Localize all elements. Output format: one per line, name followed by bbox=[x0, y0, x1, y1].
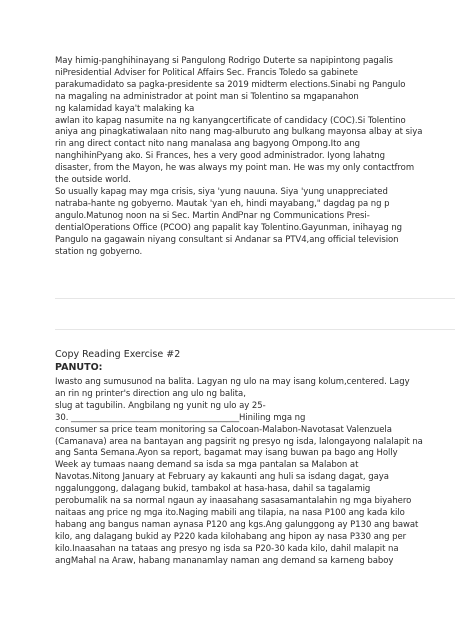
text-line: na magaling na administrador at point man si Tolentino sa mgapanahon bbox=[55, 91, 359, 102]
text-line: slug at tagubilin. Angbilang ng yunit ng ulo ay 25- bbox=[55, 400, 266, 411]
text-line: rin ang direct contact nito nang manalasa ang bagyong Ompong.Ito ang bbox=[55, 139, 361, 150]
text-line: ng kalamidad kaya't malaking ka bbox=[55, 103, 195, 114]
text-line: ang Santa Semana.Ayon sa report, bagamat may isang buwan pa bago ang Holly bbox=[55, 448, 398, 459]
text-line: aniya ang pinagkatiwalaan nito nang mag-alburuto ang bulkang mayonsa albay at siya bbox=[55, 127, 423, 138]
text-line: angulo.Matunog noon na si Sec. Martin AndᏢnar ng Communications Presi- bbox=[55, 210, 370, 221]
text-line: perobumalik na sa normal ngaun ay inaasahang sasasamantalahin ng mga biyahero bbox=[55, 496, 412, 507]
text-line: kilo.Inaasahan na tataas ang presyo ng isda sa P20-30 kada kilo, dahil malapit na bbox=[55, 543, 399, 554]
text-line: the outside world. bbox=[55, 175, 131, 186]
text-line: Week ay tumaas naang demand sa isda sa mga pantalan sa Malabon at bbox=[55, 460, 359, 471]
text-line: niPresidential Adviser for Political Affairs Sec. Francis Toledo sa gabinete bbox=[55, 67, 358, 78]
exercise-body bbox=[55, 377, 455, 568]
text-line: dentialOperations Office (PCOO) ang papalit kay Tolentino.Gayunman, inihayag ng bbox=[55, 222, 403, 233]
text-line: habang ang bangus naman aynasa P120 ang kgs.Ang galunggong ay P130 ang bawat bbox=[55, 519, 419, 530]
text-line: angMahal na Araw, habang mananamlay naman ang demand sa karneng baboy bbox=[55, 555, 394, 566]
text-line: parakumadidato sa pagka-presidente sa 2019 midterm elections.Sinabi ng Pangulo bbox=[55, 79, 406, 90]
text-line: station ng gobyerno. bbox=[55, 246, 143, 257]
text-line: (Camanava) area na bantayan ang pagsirit ng presyo ng isda, lalongayong nalalapit na bbox=[55, 436, 423, 447]
text-line: Navotas.Nitong January at February ay kakaunti ang huli sa isdang dagat, gaya bbox=[55, 472, 389, 483]
instructions-label: PANUTO: bbox=[55, 362, 103, 373]
exercise-heading: Copy Reading Exercise #2 bbox=[55, 349, 181, 360]
text-line: nanghihinᏢyang ako. Si Frances, hes a very good administrador. Iyong lahatng bbox=[55, 151, 385, 162]
section-divider bbox=[55, 298, 455, 299]
text-line: May himig-panghihinayang si Pangulong Rodrigo Duterte sa napipintong pagalis bbox=[55, 56, 393, 66]
text-line: Pangulo na gagawain niyang consultant si Andanar sa PTV4,ang official television bbox=[55, 234, 399, 245]
text-line: nggalunggong, dalagang bukid, tambakol at hasa-hasa, dahil sa tagalamig bbox=[55, 484, 371, 495]
text-line: awlan ito kapag nasumite na ng kanyangcertificate of candidacy (COC).Si Tolentino bbox=[55, 115, 406, 126]
section-divider bbox=[55, 329, 455, 330]
text-line: kilo, ang dalagang bukid ay P220 kada kilohabang ang hipon ay nasa P330 ang per bbox=[55, 531, 407, 542]
text-line: natraba-hante ng gobyerno. Mautak 'yan eh, hindi mayabang," dagdag pa ng p bbox=[55, 198, 390, 209]
text-line: disaster, from the Mayon, he was always my point man. He was my only contactfrom bbox=[55, 163, 415, 174]
text-line: an rin ng printer's direction ang ulo ng balita, bbox=[55, 388, 246, 399]
text-line: naitaas ang price ng mga ito.Naging mabili ang tilapia, na nasa P100 ang kada kilo bbox=[55, 507, 405, 518]
text-line: Iwasto ang sumusunod na balita. Lagyan ng ulo na may isang kolum,centered. Lagy bbox=[55, 377, 410, 387]
text-line: consumer sa price team monitoring sa Calocoan-Malabon-Navotasat Valenzuela bbox=[55, 424, 392, 435]
news-article-paragraph bbox=[55, 56, 455, 258]
text-line: 30. ________________________________________Hiniling mga ng bbox=[55, 412, 306, 423]
text-line: So usually kapag may mga crisis, siya 'yung nauuna. Siya 'yung unappreciated bbox=[55, 186, 388, 197]
